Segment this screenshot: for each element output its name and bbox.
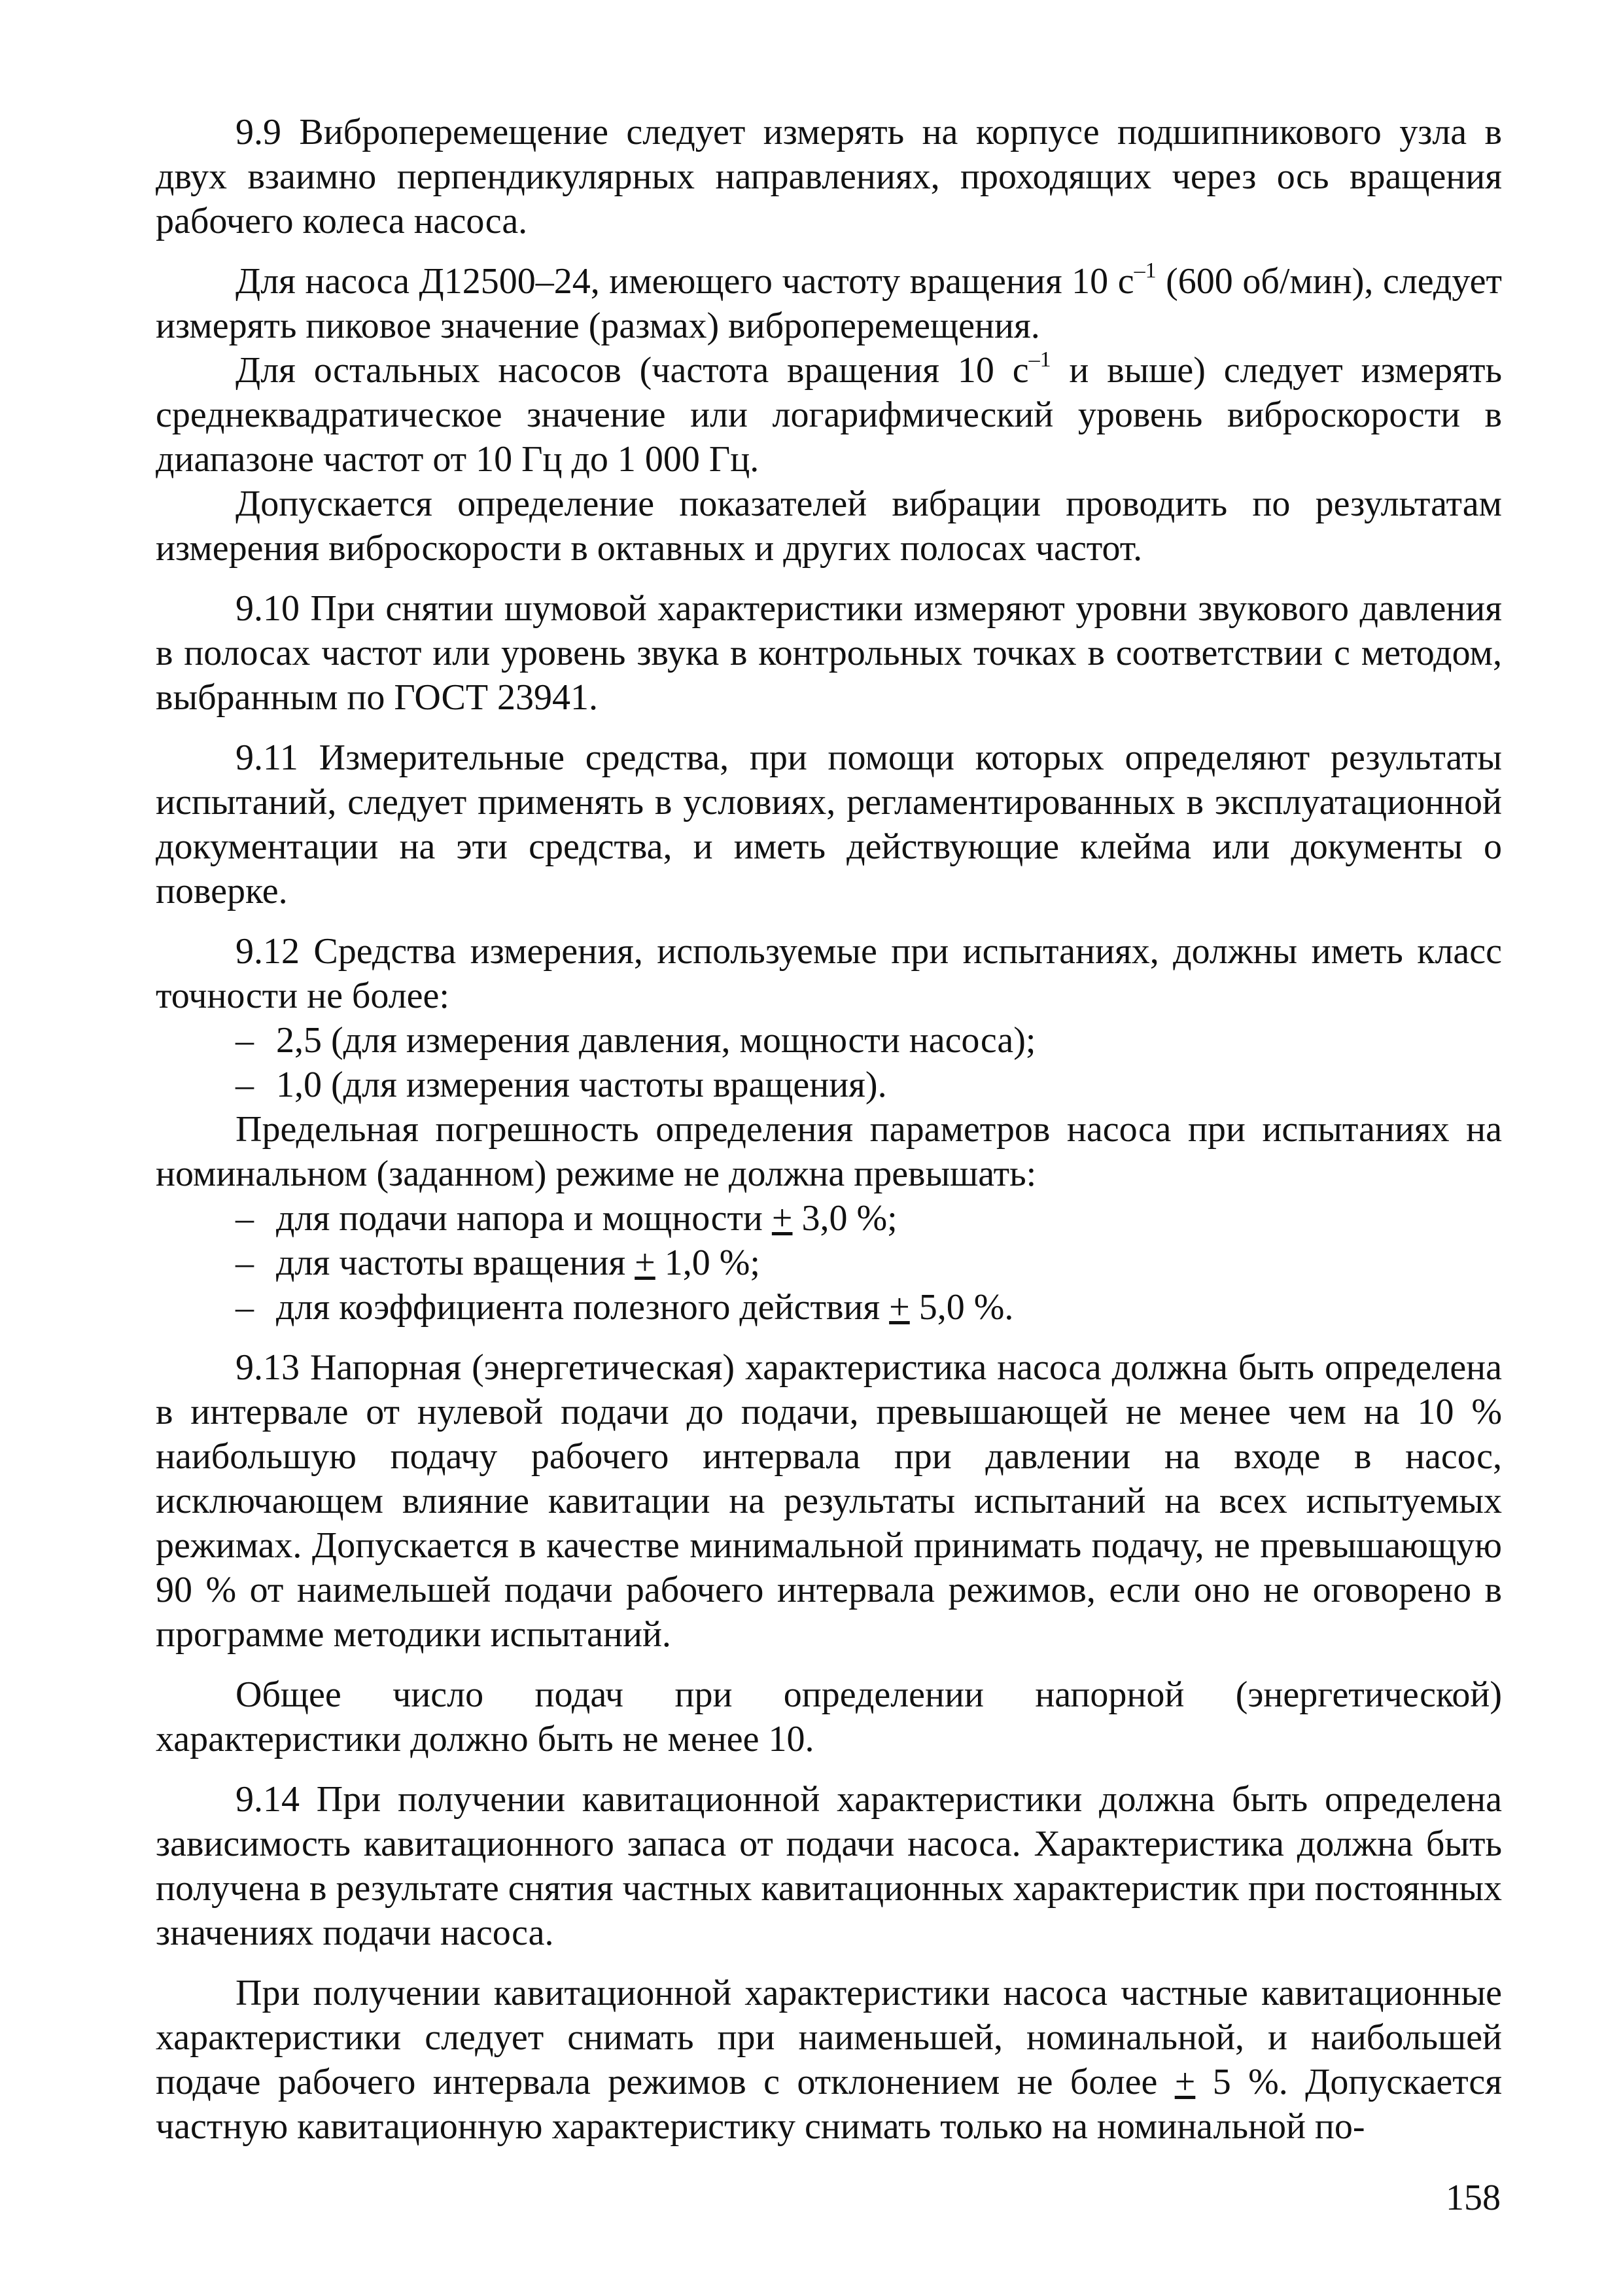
list-item-text <box>236 1198 898 1239</box>
list-item-text-b: 3,0 %; <box>792 1198 898 1239</box>
list-item <box>156 1196 1502 1241</box>
error-limit-list <box>156 1196 1502 1330</box>
paragraph-9-9: 9.9 Виброперемещение следует измерять на корпусе подшипникового узла в двух взаимно перпендикулярных направлениях, проходящих через ось вращения рабочего колеса насоса. <box>156 112 1502 241</box>
list-item-text-b: 5,0 %. <box>909 1287 1014 1328</box>
plus-minus-sign: + <box>635 1243 655 1283</box>
dash-marker: – <box>236 1287 254 1328</box>
dash-marker: – <box>236 1243 254 1283</box>
plus-minus-sign: + <box>1174 2062 1196 2102</box>
list-item <box>156 1018 1502 1063</box>
plus-minus-sign: + <box>771 1198 793 1239</box>
list-item-text-a: для частоты вращения <box>276 1243 635 1283</box>
list-item <box>156 1285 1502 1330</box>
paragraph-9-12: 9.12 Средства измерения, используемые при испытаниях, должны иметь класс точности не более: <box>156 931 1502 1016</box>
paragraph-d12500-text-a: Для насоса Д12500–24, имеющего частоту вращения 10 с <box>236 261 1134 302</box>
plus-minus-sign: + <box>889 1287 910 1328</box>
list-item-text-a: для подачи напора и мощности <box>276 1198 772 1239</box>
paragraph-feed-count: Общее число подач при определении напорной (энергетической) характеристики должно быть не менее 10. <box>156 1674 1502 1759</box>
superscript-minus-one: –1 <box>1028 347 1051 372</box>
list-item-text-a: для коэффициента полезного действия <box>276 1287 890 1328</box>
paragraph-cavitation-partial <box>156 1971 1502 2149</box>
list-item-text <box>236 1287 1013 1328</box>
dash-marker: – <box>236 1020 254 1061</box>
paragraph-d12500 <box>156 259 1502 348</box>
dash-marker: – <box>236 1065 254 1105</box>
page-number: 158 <box>1446 2178 1501 2218</box>
superscript-minus-one: –1 <box>1134 258 1157 283</box>
paragraph-other-pumps <box>156 348 1502 482</box>
paragraph-9-10: 9.10 При снятии шумовой характеристики измеряют уровни звукового давления в полосах частот или уровень звука в контрольных точках в соответствии с методом, выбранным по ГОСТ 23941. <box>156 588 1502 718</box>
list-item-text <box>236 1243 760 1283</box>
paragraph-9-13: 9.13 Напорная (энергетическая) характеристика насоса должна быть определена в интервале от нулевой подачи до подачи, превышающей не менее чем на 10 % наибольшую подачу рабочего интервала при давлении на входе в насос, исключающем влияние кавитации на результаты испытаний на всех испытуемых режимах. Допускается в качестве минимальной принимать подачу, не превышающую 90 % от наимельшей подачи рабочего интервала режимов, если оно не оговорено в программе методики испытаний. <box>156 1347 1502 1655</box>
paragraph-allowed: Допускается определение показателей вибрации проводить по результатам измерения виброскорости в октавных и других полосах частот. <box>156 484 1502 569</box>
list-item <box>156 1241 1502 1285</box>
list-item-text-b: 1,0 %; <box>655 1243 760 1283</box>
list-item <box>156 1063 1502 1107</box>
paragraph-d12500-text-b: (600 об/мин), следует измерять пиковое значение (размах) виброперемещения. <box>156 261 1502 346</box>
paragraph-9-14: 9.14 При получении кавитационной характеристики должна быть определена зависимость кавитационного запаса от подачи насоса. Характеристика должна быть получена в результате снятия частных кавитационных характеристик при постоянных значениях подачи насоса. <box>156 1779 1502 1953</box>
document-body <box>156 110 1502 2149</box>
paragraph-9-11: 9.11 Измерительные средства, при помощи которых определяют результаты испытаний, следует применять в условиях, регламентированных в эксплуатационной документации на эти средства, и иметь действующие клейма или документы о поверке. <box>156 737 1502 911</box>
paragraph-cavitation-text-b: 5 %. Допускается частную кавитационную характеристику снимать только на номинальной по- <box>156 2062 1503 2147</box>
dash-marker: – <box>236 1198 254 1239</box>
paragraph-other-text-b: и выше) следует измерять среднеквадратическое значение или логарифмический уровень виброскорости в диапазоне частот от 10 Гц до 1 000 Гц. <box>156 350 1502 480</box>
paragraph-other-text-a: Для остальных насосов (частота вращения 10 с <box>236 350 1029 391</box>
list-item-text: 2,5 (для измерения давления, мощности насоса); <box>276 1020 1036 1061</box>
paragraph-cavitation-text-a: При получении кавитационной характеристики насоса частные кавитационные характеристики следует снимать при наименьшей, номинальной, и наибольшей подаче рабочего интервала режимов с отклонением не более <box>156 1973 1502 2102</box>
list-item-text: 1,0 (для измерения частоты вращения). <box>276 1065 887 1105</box>
accuracy-class-list <box>156 1018 1502 1107</box>
paragraph-error-limit: Предельная погрешность определения параметров насоса при испытаниях на номинальном (заданном) режиме не должна превышать: <box>156 1109 1502 1194</box>
